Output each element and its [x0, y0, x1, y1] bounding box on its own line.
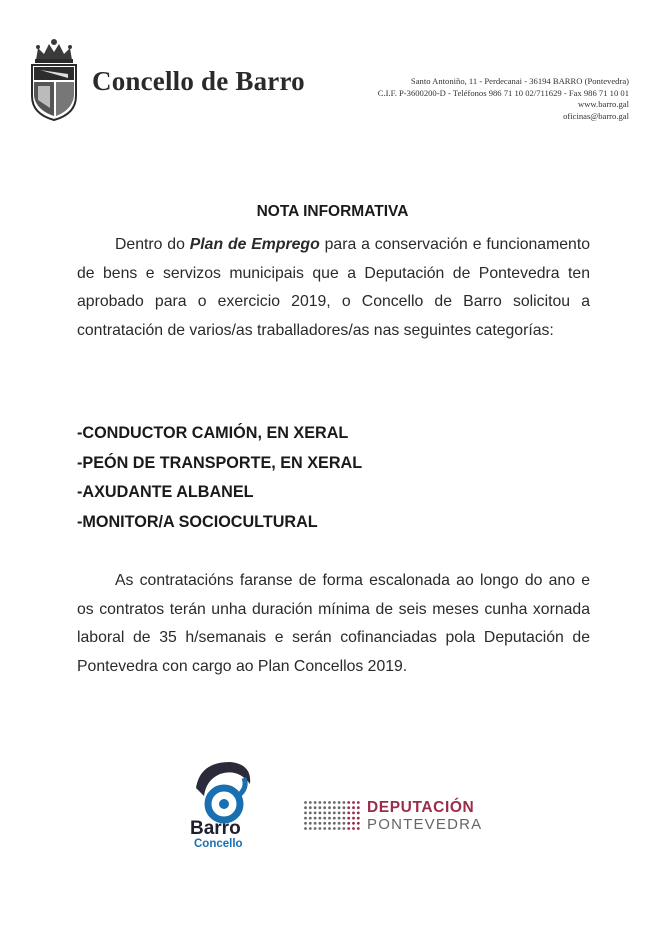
dot-grid-dot [352, 806, 355, 809]
dot-grid-dot [343, 822, 346, 825]
plan-emphasis: Plan de Emprego [189, 236, 320, 253]
dot-grid-dot [343, 817, 346, 820]
dot-grid-dot [333, 801, 336, 804]
dot-grid-dot [347, 822, 350, 825]
dot-grid-dot [352, 812, 355, 815]
dot-grid-dot [304, 827, 307, 830]
dot-grid-dot [347, 812, 350, 815]
dot-grid-dot [319, 817, 322, 820]
dot-grid-dot [357, 806, 360, 809]
dot-grid-dot [328, 801, 331, 804]
dot-grid-dot [328, 806, 331, 809]
dot-grid-dot [304, 801, 307, 804]
dot-grid-dot [357, 822, 360, 825]
dot-grid-dot [319, 806, 322, 809]
phone-line: C.I.F. P-3600200-D - Teléfonos 986 71 10 02/711629 - Fax 986 71 10 01 [377, 87, 629, 98]
dot-grid-dot [323, 812, 326, 815]
dot-grid-dot [314, 806, 317, 809]
dot-grid-dot [347, 806, 350, 809]
dot-grid-dot [357, 827, 360, 830]
dot-grid-dot [309, 806, 312, 809]
dot-grid-dot [333, 812, 336, 815]
dot-grid-dot [352, 822, 355, 825]
dot-grid-dot [347, 827, 350, 830]
dot-grid-dot [309, 801, 312, 804]
category-item: -CONDUCTOR CAMIÓN, EN XERAL [77, 424, 349, 442]
dot-grid-dot [304, 812, 307, 815]
dot-grid-dot [338, 822, 341, 825]
dot-grid-dot [309, 812, 312, 815]
dot-grid-dot [333, 806, 336, 809]
dot-grid-dot [352, 827, 355, 830]
dot-grid-dot [309, 822, 312, 825]
dot-grid-dot [314, 817, 317, 820]
dot-grid-dot [314, 801, 317, 804]
coat-of-arms-icon [28, 38, 80, 122]
dot-grid-dot [338, 806, 341, 809]
dot-grid-dot [338, 812, 341, 815]
contact-address [299, 76, 629, 122]
dot-grid-dot [352, 817, 355, 820]
dot-grid-dot [328, 812, 331, 815]
dot-grid-dot [343, 806, 346, 809]
dot-grid-dot [333, 817, 336, 820]
dot-grid-dot [323, 827, 326, 830]
dot-grid-dot [333, 827, 336, 830]
dot-grid-dot [319, 827, 322, 830]
deputacion-logo-name: DEPUTACIÓN [367, 799, 475, 816]
intro-paragraph [77, 231, 590, 345]
dot-grid-dot [304, 817, 307, 820]
dot-grid-dot [347, 817, 350, 820]
dot-grid-dot [357, 801, 360, 804]
dot-grid-dot [328, 822, 331, 825]
dot-grid-dot [328, 827, 331, 830]
website-link[interactable]: www.barro.gal [578, 99, 629, 109]
dot-grid-dot [338, 817, 341, 820]
dot-grid-icon [303, 800, 363, 832]
details-paragraph: As contratacións faranse de forma escalonada ao longo do ano e os contratos terán unha duración mínima de seis meses cunha xornada laboral de 35 h/semanais e serán cofinanciadas pola Deputación de Pontevedra con cargo ao Plan Concellos 2019. [77, 572, 590, 675]
organization-name: Concello de Barro [92, 66, 305, 96]
dot-grid-dot [319, 812, 322, 815]
dot-grid-dot [304, 822, 307, 825]
dot-grid-dot [323, 806, 326, 809]
dot-grid-dot [309, 827, 312, 830]
categories-list [77, 419, 362, 537]
dot-grid-dot [319, 822, 322, 825]
category-item: -MONITOR/A SOCIOCULTURAL [77, 512, 318, 531]
address-line: Santo Antoniño, 11 - Perdecanai - 36194 BARRO (Pontevedra) [410, 76, 629, 86]
dot-grid-dot [319, 801, 322, 804]
intro-text-end: para a conservación e funcionamento de bens e servizos municipais que a Deputación de Pontevedra ten aprobado para o exercicio 2019, o Concello de Barro solicitou a contratación de varios/as traballadores/as nas seguintes categorías: [77, 236, 591, 339]
dot-grid-dot [323, 801, 326, 804]
dot-grid-dot [309, 817, 312, 820]
document-title: NOTA INFORMATIVA [256, 203, 409, 220]
dot-grid-dot [333, 822, 336, 825]
dot-grid-dot [343, 812, 346, 815]
dot-grid-dot [343, 801, 346, 804]
dot-grid-dot [352, 801, 355, 804]
dot-grid-dot [314, 822, 317, 825]
email-link[interactable]: oficinas@barro.gal [563, 110, 629, 121]
dot-grid-dot [357, 812, 360, 815]
dot-grid-dot [338, 827, 341, 830]
category-item: -PEÓN DE TRANSPORTE, EN XERAL [77, 453, 363, 472]
intro-text-start: Dentro do [115, 236, 190, 253]
dot-grid-dot [338, 801, 341, 804]
dot-grid-dot [357, 817, 360, 820]
category-item: -AXUDANTE ALBANEL [77, 483, 254, 501]
dot-grid-dot [314, 827, 317, 830]
barro-logo-sub: Concello [194, 838, 243, 850]
deputacion-logo-sub: PONTEVEDRA [367, 816, 483, 833]
dot-grid-dot [314, 812, 317, 815]
dot-grid-dot [304, 806, 307, 809]
dot-grid-dot [323, 822, 326, 825]
dot-grid-dot [323, 817, 326, 820]
dot-grid-dot [328, 817, 331, 820]
dot-grid-dot [343, 827, 346, 830]
dot-grid-dot [347, 801, 350, 804]
barro-logo-name: Barro [190, 818, 241, 839]
